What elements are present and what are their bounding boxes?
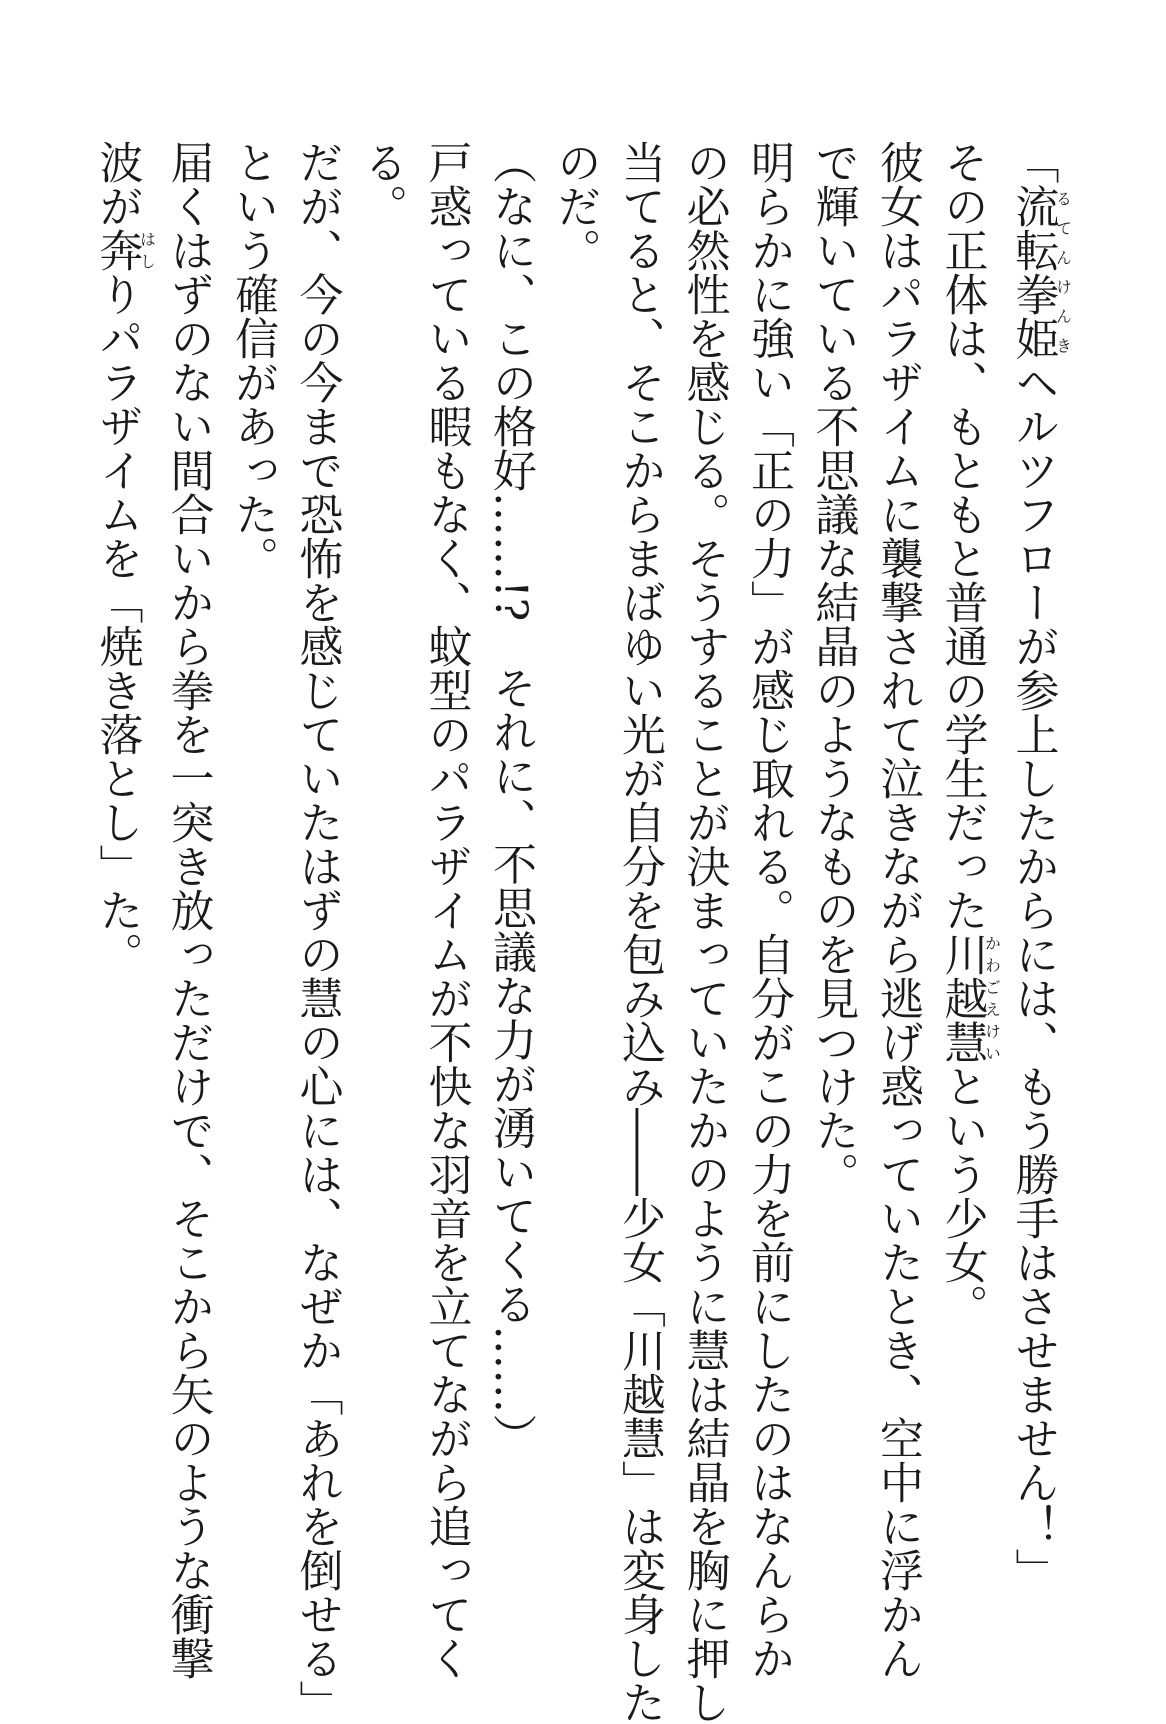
text-line-5: 明らかに強い「正の力」が感じ取れる。自分がこの力を前にしたのはなんらか	[743, 140, 794, 1680]
text-line-9: （なに、この格好……!? それに、不思議な力が湧いてくる……）	[485, 140, 536, 1458]
text-line-3: 彼女はパラザイムに襲撃されて泣きながら逃げ惑っていたとき、空中に浮かん	[872, 140, 923, 1680]
text-line-11: る。	[356, 140, 407, 228]
text-line-13: という確信があった。	[227, 140, 278, 580]
ruby-rutenkenki: 流転拳姫るてんけんき	[1007, 184, 1073, 360]
text-line-2: その正体は、もともと普通の学生だった川越慧かわごえけいという少女。	[936, 140, 1002, 1328]
text-line-14: 届くはずのない間合いから拳を一突き放っただけで、そこから矢のような衝撃	[162, 140, 214, 1680]
text-line-10: 戸惑っている暇もなく、蚊型のパラザイムが不快な羽音を立てながら追ってく	[420, 140, 472, 1680]
text-line-8: のだ。	[549, 140, 601, 272]
text-line-7: 当てると、そこからまばゆい光が自分を包み込み――少女「川越慧」は変身した	[614, 140, 665, 1724]
text-line-1: 「流転拳姫るてんけんきヘルツフローが参上したからには、もう勝手はさせません！」	[1007, 140, 1073, 1592]
text-line-4: で輝いている不思議な結晶のようなものを見つけた。	[807, 140, 859, 1196]
ruby-hashi: 奔はし	[91, 228, 157, 272]
ruby-kawagoekei: 川越慧かわごえけい	[936, 932, 1002, 1064]
vertical-text-block	[84, 140, 1073, 1724]
text-line-12: だが、今の今まで恐怖を感じていたはずの慧の心には、なぜか「あれを倒せる」	[291, 140, 343, 1724]
text-line-6: の必然性を感じる。そうすることが決まっていたかのように慧は結晶を胸に押し	[678, 140, 730, 1724]
text-line-15: 波が奔はしりパラザイムを「焼き落とし」た。	[91, 140, 157, 976]
